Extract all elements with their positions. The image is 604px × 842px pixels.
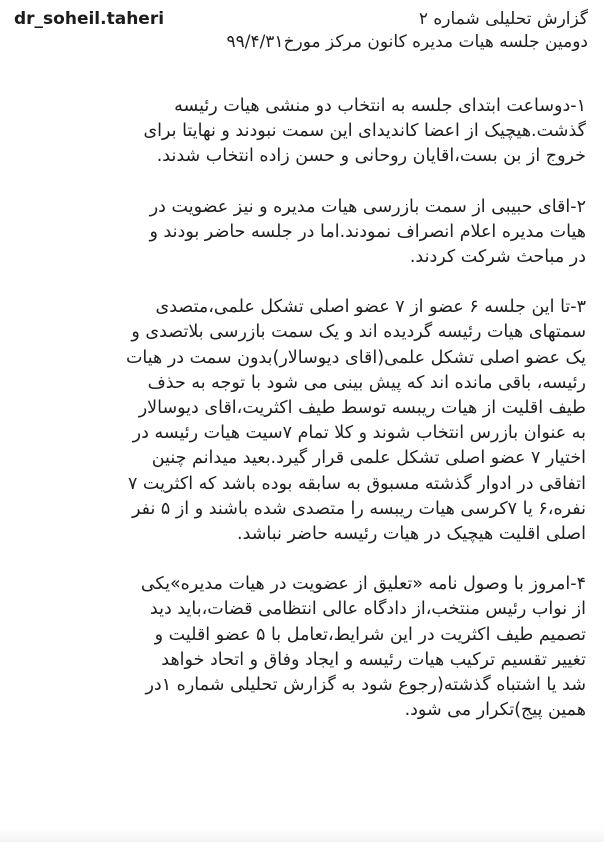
paragraph-line: تغییر تقسیم ترکیب هیات رئیسه و ایجاد وفاق و اتحاد خواهد: [161, 649, 586, 670]
bottom-edge: [0, 828, 604, 842]
paragraph-line: شد یا اشتباه گذشته(رجوع شود به گزارش تحلیلی شماره ۱در: [145, 675, 586, 696]
paragraph-line: ۴-امروز با وصول نامه «تعلیق از عضویت در هیات مدیره»یکی: [140, 574, 586, 595]
paragraph-line: همین پیج)تکرار می شود.: [404, 700, 586, 721]
paragraph-line: اتفاقی در ادوار گذشته مسبوق به سابقه بوده باشد که اکثریت ۷: [127, 473, 586, 494]
paragraph-line: ۱-دوساعت ابتدای جلسه به انتخاب دو منشی هیات رئیسه: [174, 96, 586, 116]
paragraph-line: نفره،۶ یا ۷کرسی هیات ریبسه را متصدی شده باشند و از ۵ نفر: [131, 498, 586, 519]
paragraph-line: از نواب رئیس منتخب،از دادگاه عالی انتظامی قضات،باید دید: [149, 599, 586, 620]
paragraph-line: رئیسه، باقی مانده اند که پیش بینی می شود با توجه به حذف: [147, 372, 586, 393]
caption-header: [14, 8, 588, 54]
paragraph-line: به عنوان بازرس انتخاب شوند و کلا تمام ۷سیت هیات رئیسه در: [132, 423, 586, 444]
report-paragraph-1: [12, 94, 586, 170]
report-title: گزارش تحلیلی شماره ۲: [418, 9, 588, 29]
paragraph-line: هیات مدیره اعلام انصراف نمودند.اما در جلسه حاضر بودند و: [149, 221, 586, 242]
paragraph-line: تصمیم طیف اکثریت در این شرایط،تعامل با ۵ عضو اقلیت و: [154, 624, 586, 645]
paragraph-line: طیف اقلیت از هیات ریبسه توسط طیف اکثریت،اقای دیوسالار: [138, 398, 586, 419]
paragraph-line: در مباحث شرکت کردند.: [409, 247, 586, 268]
paragraph-line: سمتهای هیات رئیسه گردیده اند و یک سمت بازرسی بلاتصدی و: [131, 322, 586, 343]
report-subtitle: دومین جلسه هیات مدیره کانون مرکز مورخ۹۹/۴/۳۱: [226, 32, 588, 52]
paragraph-line: خروج از بن بست،اقایان روحانی و حسن زاده انتخاب شدند.: [156, 146, 586, 167]
account-username[interactable]: dr_soheil.taheri: [14, 9, 165, 29]
paragraph-line: ۲-اقای حبیبی از سمت بازرسی هیات مدیره و نیز عضویت در: [149, 196, 586, 217]
paragraph-line: گذشت.هیچیک از اعضا کاندیدای این سمت نبودند و نهایتا برای: [143, 121, 586, 142]
paragraph-line: یک عضو اصلی تشکل علمی(اقای دیوسالار)بدون سمت در هیات: [125, 347, 586, 368]
report-body: [12, 94, 586, 748]
paragraph-line: اختیار ۷ عضو اصلی تشکل علمی قرار گیرد.بعید میدانم چنین: [151, 448, 586, 469]
paragraph-line: اصلی اقلیت هیچیک در هیات رئیسه حاضر نباشد.: [237, 524, 586, 545]
paragraph-line: ۳-تا این جلسه ۶ عضو از ۷ عضو اصلی تشکل علمی،متصدی: [155, 297, 586, 318]
report-paragraph-3: [12, 295, 586, 547]
report-paragraph-2: [12, 195, 586, 271]
caption-header-row: [14, 8, 588, 31]
report-paragraph-4: [12, 572, 586, 723]
